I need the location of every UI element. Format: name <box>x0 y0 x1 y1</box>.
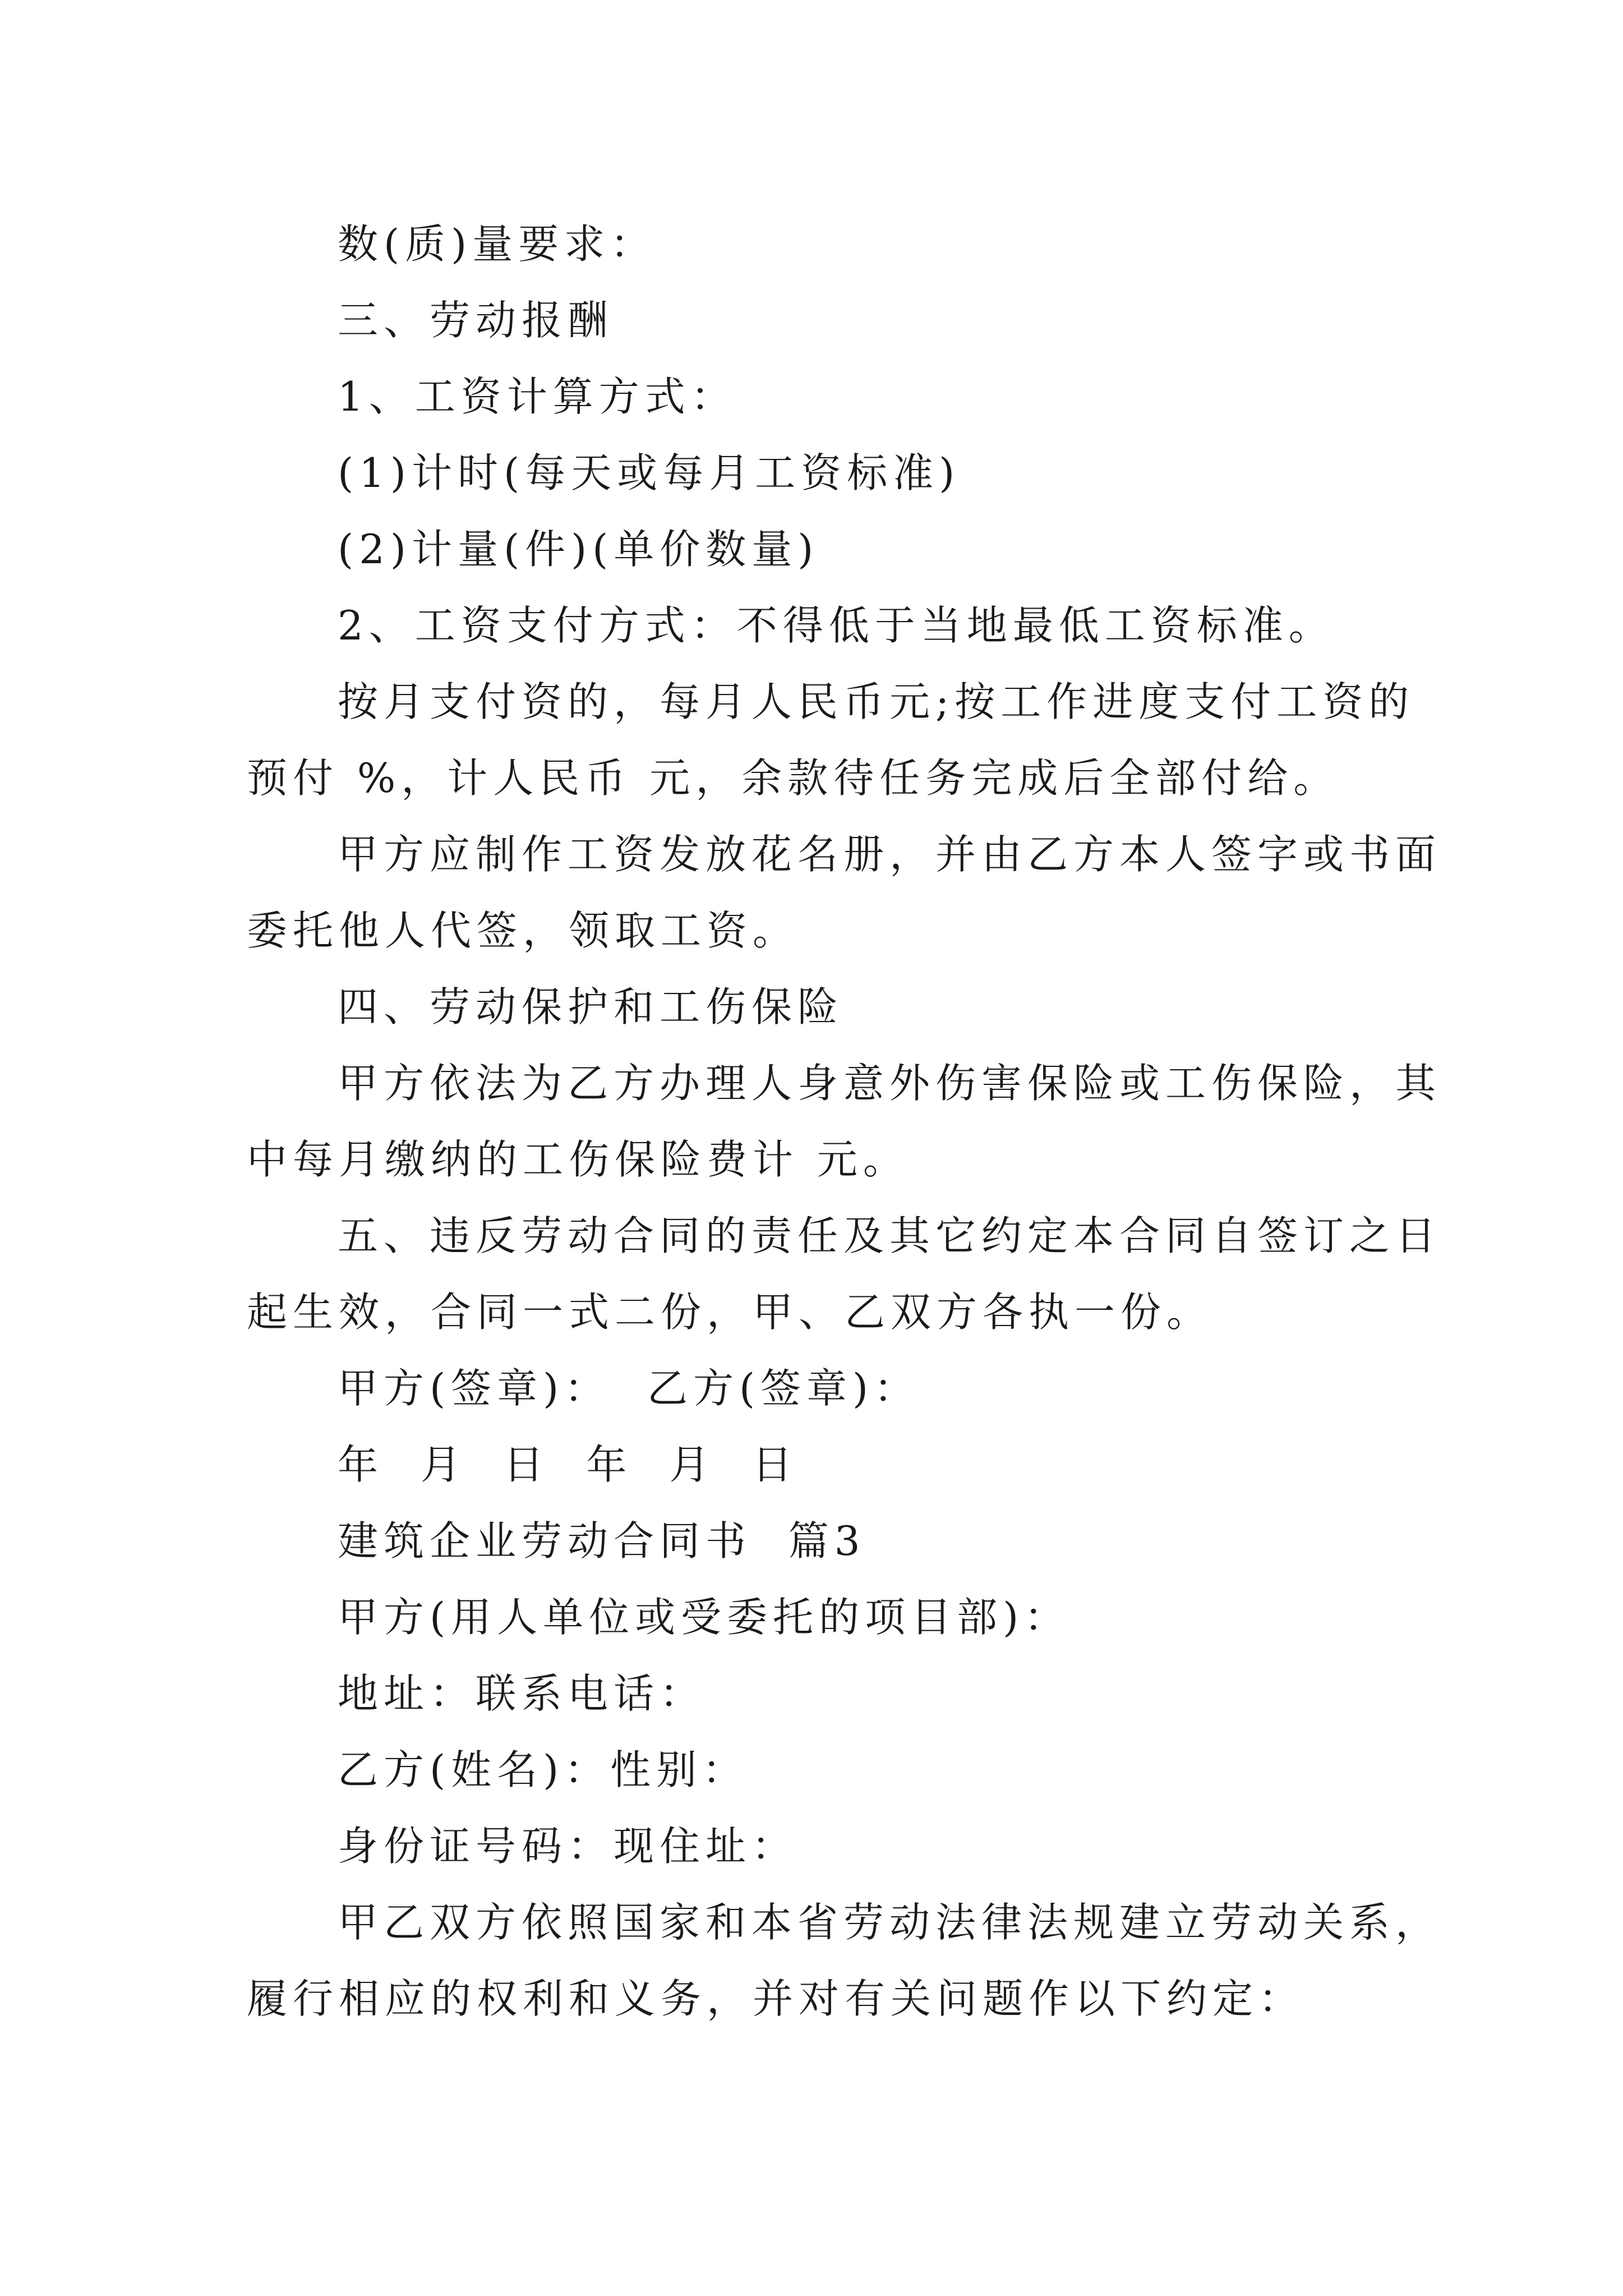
section-heading-labor-protection: 四、劳动保护和工伤保险 <box>338 983 844 1030</box>
line-quantity-quality-requirement: 数(质)量要求： <box>338 220 657 268</box>
date-line: 年 月 日 年 月 日 <box>338 1441 798 1488</box>
field-party-a: 甲方(用人单位或受委托的项目部)： <box>338 1594 1071 1641</box>
paragraph-liability-line-1: 五、违反劳动合同的责任及其它约定本合同自签订之日 <box>338 1212 1442 1259</box>
signature-line: 甲方(签章)： 乙方(签章)： <box>338 1365 920 1412</box>
paragraph-monthly-payment-line-1: 按月支付资的，每月人民币元;按工作进度支付工资的 <box>338 678 1415 725</box>
paragraph-liability-line-2: 起生效，合同一式二份，甲、乙双方各执一份。 <box>247 1289 1213 1336</box>
field-party-b-name-gender: 乙方(姓名)：性别： <box>338 1746 749 1793</box>
paragraph-monthly-payment-line-2: 预付 %，计人民币 元，余款待任务完成后全部付给。 <box>247 754 1340 802</box>
document-title-part-3: 建筑企业劳动合同书 篇3 <box>338 1517 866 1565</box>
line-time-based-wage: (1)计时(每天或每月工资标准) <box>338 449 961 496</box>
field-id-number-address: 身份证号码：现住址： <box>338 1823 798 1870</box>
paragraph-insurance-line-2: 中每月缴纳的工伤保险费计 元。 <box>247 1136 909 1183</box>
line-piece-based-wage: (2)计量(件)(单价数量) <box>338 526 819 573</box>
line-wage-calculation-method: 1、工资计算方式： <box>338 373 737 420</box>
paragraph-agreement-line-1: 甲乙双方依照国家和本省劳动法律法规建立劳动关系， <box>338 1899 1442 1946</box>
paragraph-payroll-roster-line-1: 甲方应制作工资发放花名册，并由乙方本人签字或书面 <box>338 831 1442 878</box>
line-wage-payment-method: 2、工资支付方式：不得低于当地最低工资标准。 <box>338 602 1335 649</box>
field-address-phone: 地址：联系电话： <box>338 1670 706 1717</box>
paragraph-agreement-line-2: 履行相应的权利和义务，并对有关问题作以下约定： <box>247 1975 1305 2022</box>
section-heading-labor-remuneration: 三、劳动报酬 <box>338 297 614 344</box>
paragraph-insurance-line-1: 甲方依法为乙方办理人身意外伤害保险或工伤保险，其 <box>338 1060 1442 1107</box>
paragraph-payroll-roster-line-2: 委托他人代签，领取工资。 <box>247 907 799 954</box>
